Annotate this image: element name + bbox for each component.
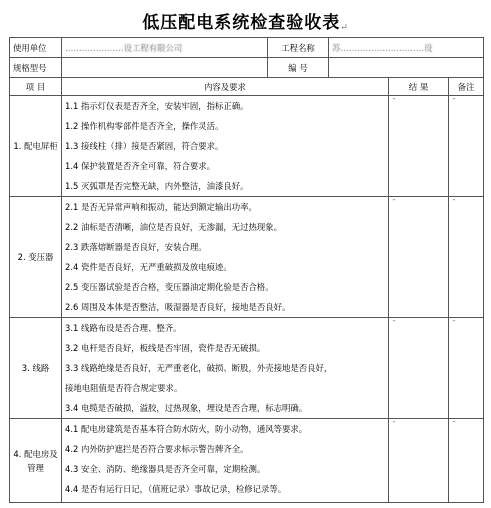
result-cell: ˉ [389,96,449,197]
section-lines [62,318,389,419]
spec-label: 规格型号 [10,58,62,78]
section-lines [62,96,389,197]
requirement-line: 接地电阻值是否符合规定要求。 [65,383,183,393]
project-name-value: 苏…………………………设 [329,38,484,58]
requirement-line: 2.1 是否无异常声响和振动，能达到额定输出功率。 [65,202,257,212]
requirement-line: 1.5 灭弧罩是否完整无缺，内外整洁，油漆良好。 [65,181,249,191]
section-row [10,96,484,197]
section-lines [62,197,389,318]
remark-cell: ˉ [449,318,484,419]
requirement-line: 2.4 瓷件是否良好，无严重破损及放电痕迹。 [65,262,232,272]
requirement-line: 4.3 安全、消防、绝缘器具是否齐全可靠，定期检测。 [65,464,266,474]
remark-cell: ˉ [449,96,484,197]
result-cell: ˉ [389,318,449,419]
user-unit-label: 使用单位 [10,38,62,58]
remark-cell: ˉ [449,419,484,503]
column-header-row [10,78,484,96]
section-row [10,318,484,419]
requirement-line: 2.5 变压器试验是否合格，变压器油定期化验是否合格。 [65,282,274,292]
requirement-line: 4.2 内外防护遮拦是否符合要求标示警告牌齐全。 [65,444,249,454]
paragraph-mark: ↵ [340,23,349,33]
requirement-line: 1.4 保护装置是否齐全可靠，符合要求。 [65,161,215,171]
col-remark: 备注 [449,78,484,96]
remark-cell: ˉ [449,197,484,318]
header-row-2 [10,58,484,78]
col-result: 结 果 [389,78,449,96]
col-item: 项 目 [10,78,62,96]
result-cell: ˉ [389,419,449,503]
header-row-1 [10,38,484,58]
requirement-line: 1.1 指示灯仪表是否齐全，安装牢固，指标正确。 [65,101,249,111]
number-label: 编 号 [268,58,329,78]
section-name: 3. 线路 [10,318,62,419]
project-name-label: 工程名称 [268,38,329,58]
section-row [10,197,484,318]
section-name: 1. 配电屏柜 [10,96,62,197]
requirement-line: 3.2 电杆是否良好，板线是否牢固，瓷件是否无破损。 [65,343,266,353]
section-row [10,419,484,503]
form-title-text: 低压配电系统检查验收表 [142,13,341,33]
section-lines [62,419,389,503]
requirement-line: 1.3 接线柱（排）接是否紧固，符合要求。 [65,141,224,151]
section-name: 2. 变压器 [10,197,62,318]
requirement-line: 2.6 周围及本体是否整洁，吸湿器是否良好，接地是否良好。 [65,302,291,312]
spec-value [62,58,268,78]
col-content: 内容及要求 [62,78,389,96]
requirement-line: 3.1 线路布设是否合理、整齐。 [65,323,182,333]
user-unit-value: …………………设工程有限公司 [62,38,268,58]
inspection-table [9,37,484,503]
requirement-line: 3.3 线路绝缘是否良好，无严重老化，破损、断股，外壳接地是否良好， [65,363,333,373]
requirement-line: 3.4 电缆是否破损，溢胶，过热现象，埋设是否合理，标志明确。 [65,403,308,413]
number-value [329,58,484,78]
requirement-line: 4.4 是否有运行日记，（值班记录）事故记录，检修记录等。 [65,484,287,494]
requirement-line: 4.1 配电房建筑是否基本符合防水防火，防小动物，通风等要求。 [65,424,308,434]
requirement-line: 1.2 操作机构零部件是否齐全，操作灵活。 [65,121,224,131]
form-title [0,8,491,33]
requirement-line: 2.2 油标是否清晰，油位是否良好，无渗漏，无过热现象。 [65,222,282,232]
section-name: 4. 配电房及管理 [10,419,62,503]
requirement-line: 2.3 跌落熔断器是否良好，安装合理。 [65,242,207,252]
result-cell: ˉ [389,197,449,318]
